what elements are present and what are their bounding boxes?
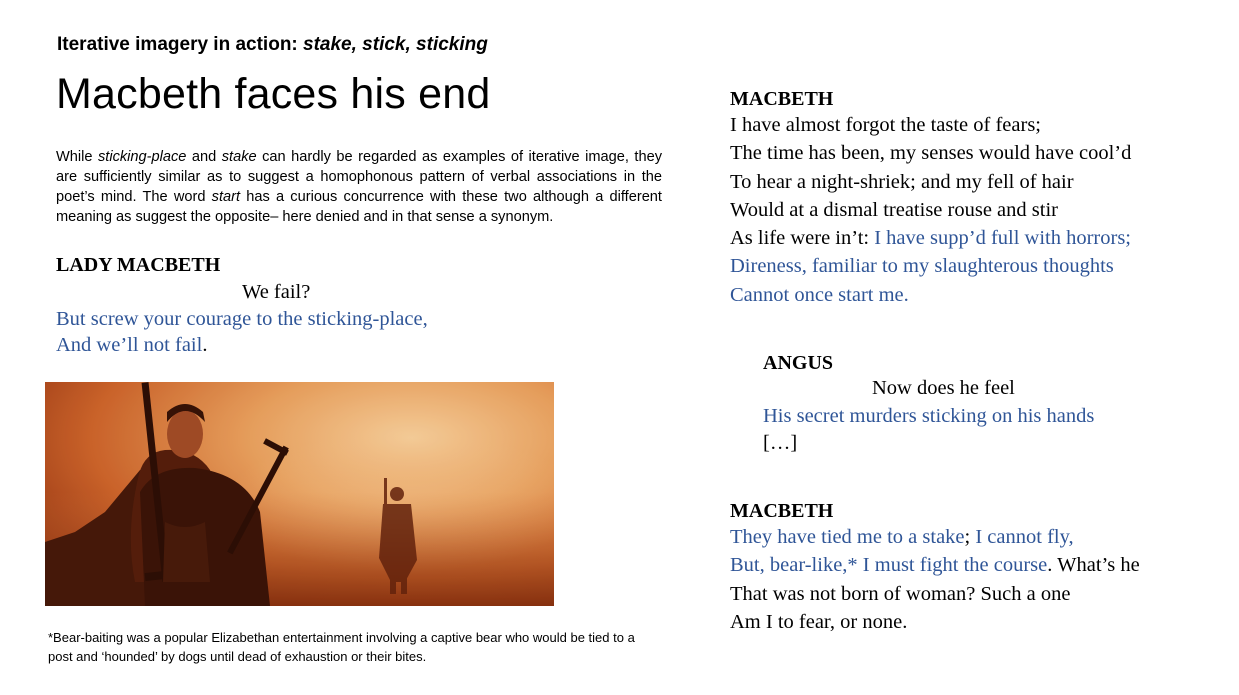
slide-title: Macbeth faces his end xyxy=(56,70,491,118)
macbeth-battlefield-photo xyxy=(45,382,554,606)
verse-highlight: I have supp’d full with horrors; xyxy=(874,227,1132,250)
verse-line: The time has been, my senses would have cool’d xyxy=(730,142,1132,165)
verse-highlight: They have tied me to a stake xyxy=(730,526,965,548)
verse-line: To hear a night-shriek; and my fell of hair xyxy=(730,170,1074,193)
speaker-name: ANGUS xyxy=(763,352,834,374)
lady-macbeth-quote xyxy=(56,254,428,359)
verse-line: That was not born of woman? Such a one xyxy=(730,582,1071,605)
verse-line: We fail? xyxy=(242,281,311,303)
verse-line xyxy=(730,224,1131,252)
intro-text: While xyxy=(56,149,98,165)
verse-line: Now does he feel xyxy=(872,377,1015,399)
footnote: *Bear-baiting was a popular Elizabethan entertainment involving a captive bear who would be tied to a post and ‘hounded’ by dogs until dead of exhaustion or their bites. xyxy=(48,630,635,664)
verse-line: […] xyxy=(763,432,798,454)
verse-line: I have almost forgot the taste of fears; xyxy=(730,114,1042,136)
intro-text: can hardly be regarded as examples of iterative image, they are sufficiently similar as to suggest a homophonous pattern of verbal associations in the poet’s mind. The word xyxy=(56,149,662,205)
kicker-plain: Iterative imagery in action: xyxy=(57,34,304,55)
photo-illustration xyxy=(45,382,554,606)
verse-line: Direness, familiar to my slaughterous thoughts xyxy=(730,255,1114,278)
verse-line: But screw your courage to the sticking-place, xyxy=(56,307,428,330)
verse-line: Am I to fear, or none. xyxy=(730,610,908,633)
verse-highlight: But, bear-like,* I must fight the course xyxy=(730,554,1048,577)
intro-text: and xyxy=(186,149,222,165)
speaker-name: MACBETH xyxy=(730,88,834,110)
verse-text: As life were in’t: xyxy=(730,227,875,250)
slide-kicker xyxy=(57,34,488,56)
macbeth-quote-2 xyxy=(730,500,1140,636)
verse-highlight: And we’ll not fail xyxy=(56,334,203,356)
verse-line xyxy=(56,332,428,359)
intro-italic: stake xyxy=(221,149,257,165)
macbeth-quote-1 xyxy=(730,88,1131,309)
kicker-italic: stake, stick, sticking xyxy=(303,34,488,55)
verse-line xyxy=(730,551,1140,579)
speaker-name: MACBETH xyxy=(730,500,834,522)
verse-line: His secret murders sticking on his hands xyxy=(763,404,1095,427)
speaker-name: LADY MACBETH xyxy=(56,254,221,276)
intro-paragraph xyxy=(56,147,662,227)
intro-italic: sticking-place xyxy=(97,149,187,165)
intro-italic: start xyxy=(211,189,241,205)
verse-line xyxy=(730,523,1140,551)
verse-line: Cannot once start me. xyxy=(730,283,909,306)
verse-line: Would at a dismal treatise rouse and stir xyxy=(730,198,1058,221)
intro-text: has a curious concurrence with these two although a different meaning as suggest the opposite– here denied and in that sense a synonym. xyxy=(56,189,662,225)
verse-punct: . xyxy=(202,334,208,356)
verse-text: ; xyxy=(964,526,976,548)
verse-highlight: I cannot fly, xyxy=(975,526,1074,548)
verse-text: . What’s he xyxy=(1047,554,1140,577)
angus-quote xyxy=(763,352,1094,458)
